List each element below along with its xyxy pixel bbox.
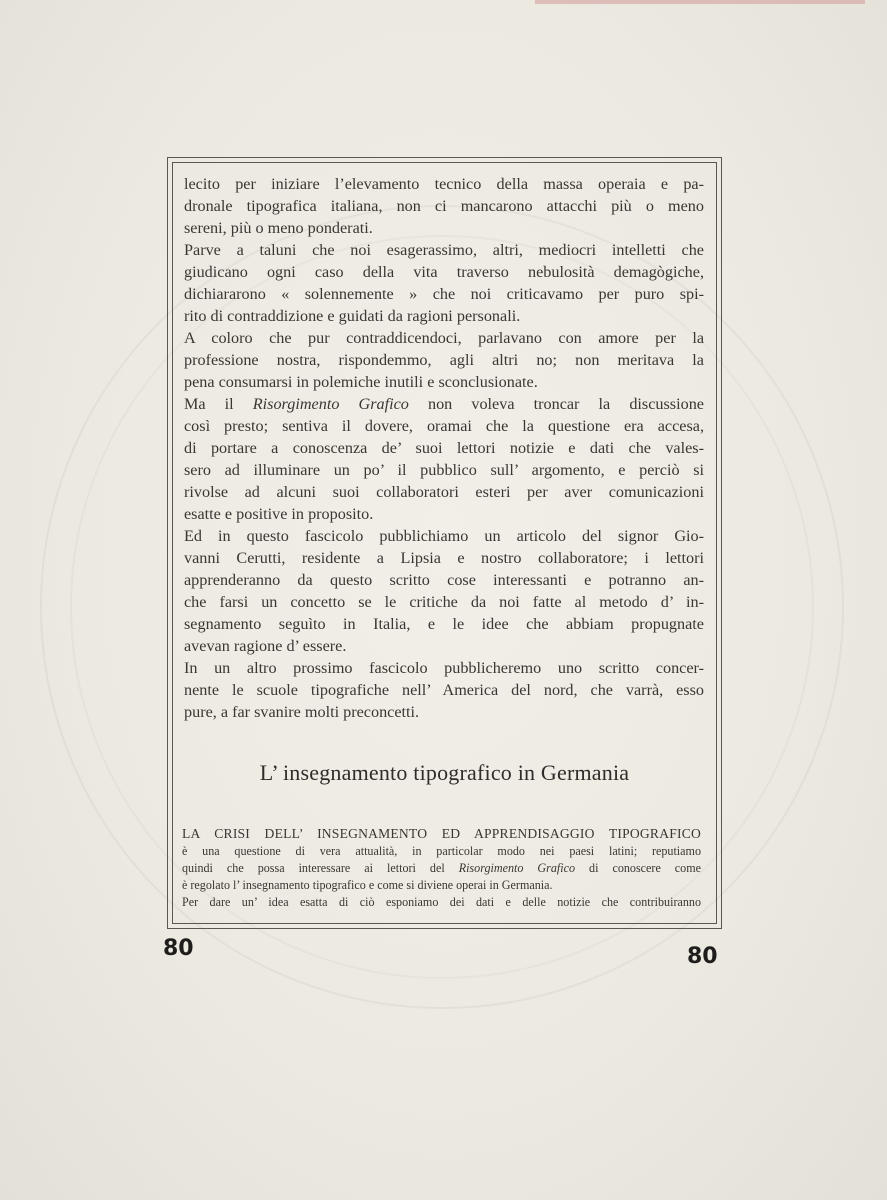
body-line: Parve a taluni che noi esagerassimo, altri, mediocri intelletti che bbox=[184, 241, 704, 259]
article-intro bbox=[182, 824, 701, 911]
section-heading: L’ insegnamento tipografico in Germania bbox=[259, 760, 630, 785]
body-line: A coloro che pur contraddicendoci, parlavano con amore per la bbox=[184, 329, 704, 347]
body-line: Ed in questo fascicolo pubblichiamo un articolo del signor Gio- bbox=[184, 527, 704, 545]
body-line: nente le scuole tipografiche nell’ America del nord, che varrà, esso bbox=[184, 681, 704, 699]
top-edge-mark bbox=[535, 0, 865, 4]
intro-line-end: di conoscere come bbox=[575, 861, 701, 875]
intro-line bbox=[182, 860, 701, 877]
body-line: In un altro prossimo fascicolo pubblicheremo uno scritto concer- bbox=[184, 659, 704, 677]
body-line: che farsi un concetto se le critiche da noi fatte al metodo d’ in- bbox=[184, 593, 704, 611]
body-line-end: non voleva troncar la discussione bbox=[408, 395, 704, 413]
intro-lead-line: LA CRISI DELL’ INSEGNAMENTO ED APPRENDISAGGIO TIPOGRAFICO bbox=[182, 826, 701, 841]
body-line: esatte e positive in proposito. bbox=[184, 505, 374, 523]
body-line: dronale tipografica italiana, non ci mancarono attacchi più o meno bbox=[184, 197, 704, 215]
body-line: rito di contraddizione e guidati da ragioni personali. bbox=[184, 307, 521, 325]
body-line: segnamento seguìto in Italia, e le idee che abbiam propugnate bbox=[184, 615, 704, 633]
page-number-right: 80 bbox=[687, 944, 718, 969]
body-line: di portare a conoscenza de’ suoi lettori notizie e dati che vales- bbox=[184, 439, 704, 457]
body-line: pure, a far svanire molti preconcetti. bbox=[184, 703, 420, 721]
body-line: così presto; sentiva il dovere, oramai che la questione era accesa, bbox=[184, 417, 704, 435]
journal-title-italic: Risorgimento Grafico bbox=[252, 395, 409, 413]
intro-line: Per dare un’ idea esatta di ciò esponiamo dei dati e delle notizie che contribuiranno bbox=[182, 895, 701, 909]
body-line: giudicano ogni caso della vita traverso nebulosità demagògiche, bbox=[184, 263, 704, 281]
body-line-start: Ma il bbox=[184, 395, 253, 413]
body-line: avevan ragione d’ essere. bbox=[184, 637, 347, 655]
body-line: sero ad illuminare un po’ il pubblico sull’ argomento, e perciò si bbox=[184, 461, 704, 479]
body-line: apprenderanno da questo scritto cose interessanti e potranno an- bbox=[184, 571, 704, 589]
body-line: sereni, più o meno ponderati. bbox=[184, 219, 373, 237]
intro-line: è una questione di vera attualità, in particolar modo nei paesi latini; reputiamo bbox=[182, 844, 701, 858]
body-line: pena consumarsi in polemiche inutili e sconclusionate. bbox=[184, 373, 538, 391]
body-line: professione nostra, rispondemmo, agli altri no; non meritava la bbox=[184, 351, 704, 369]
journal-title-italic: Risorgimento Grafico bbox=[458, 861, 576, 875]
page-number-left: 80 bbox=[163, 936, 194, 961]
body-line bbox=[184, 393, 704, 415]
intro-line: è regolato l’ insegnamento tipografico e come si diviene operai in Germania. bbox=[182, 878, 553, 892]
body-line: lecito per iniziare l’elevamento tecnico della massa operaia e pa- bbox=[184, 175, 704, 193]
body-line: rivolse ad alcuni suoi collaboratori esteri per aver comunicazioni bbox=[184, 483, 704, 501]
body-line: dichiararono « solennemente » che noi criticavamo per puro spi- bbox=[184, 285, 704, 303]
intro-line-start: quindi che possa interessare ai lettori del bbox=[182, 861, 459, 875]
body-line: vanni Cerutti, residente a Lipsia e nostro collaboratore; i lettori bbox=[184, 549, 704, 567]
body-text bbox=[184, 173, 704, 723]
